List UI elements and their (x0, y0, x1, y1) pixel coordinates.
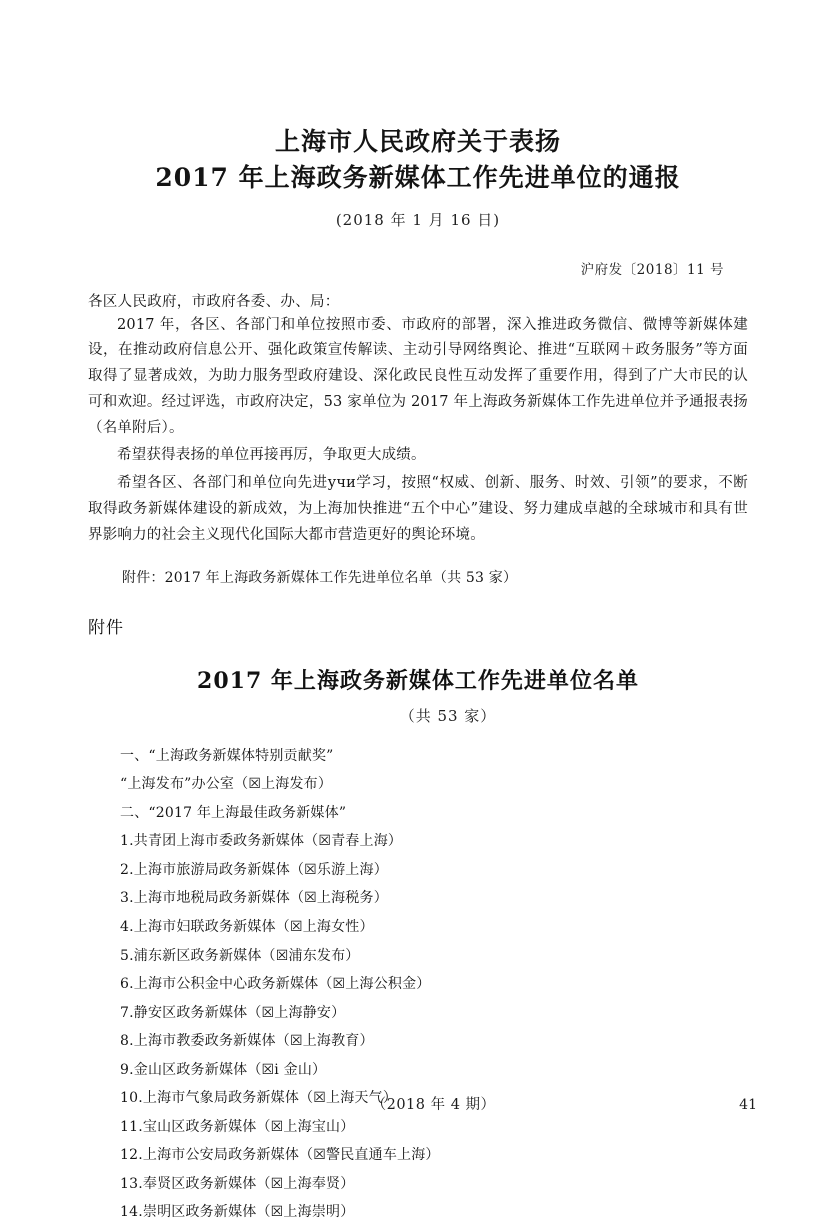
page-footer (88, 1093, 757, 1114)
list-item: 6.上海市公积金中心政务新媒体（☒上海公积金） (120, 976, 431, 993)
list-item: 一、“上海政务新媒体特别贡献奖” (120, 747, 334, 764)
list-item: 11.宝山区政务新媒体（☒上海宝山） (120, 1118, 355, 1135)
body-paragraph: 希望获得表扬的单位再接再厉，争取更大成绩。 (117, 447, 426, 464)
footer-page-number: 41 (739, 1097, 757, 1113)
attachment-label: 附件 (88, 617, 124, 638)
body-paragraph: 希望各区、各部门和单位向先进учи学习，按照“权威、创新、服务、时效、引领”的要求，不断取得政务新媒体建设的新成效，为上海加快推进“五个中心”建设、努力建成卓越的全球城市和具有世界影响力的社会主义现代化国际大都市营造更好的舆论环境。 (88, 475, 748, 543)
list-item: “上海发布”办公室（☒上海发布） (120, 776, 333, 793)
award-list (88, 742, 748, 1227)
list-item: 13.奉贤区政务新媒体（☒上海奉贤） (120, 1175, 355, 1192)
list-item: 5.浦东新区政务新媒体（☒浦东发布） (120, 947, 360, 964)
document-date: (2018 年 1 月 16 日) (335, 210, 501, 229)
footer-issue: （2018 年 4 期） (371, 1097, 496, 1113)
list-item: 4.上海市妇联政务新媒体（☒上海女性） (120, 918, 374, 935)
list-item: 二、“2017 年上海最佳政务新媒体” (120, 804, 347, 821)
title-line-2: 2017 年上海政务新媒体工作先进单位的通报 (155, 163, 681, 193)
list-item: 10.上海市气象局政务新媒体（☒上海天气） (120, 1090, 398, 1107)
title-line-1: 上海市人民政府关于表扬 (274, 127, 561, 156)
list-item: 7.静安区政务新媒体（☒上海静安） (120, 1004, 346, 1021)
document-content (88, 0, 748, 1227)
list-item: 8.上海市教委政务新媒体（☒上海教育） (120, 1033, 374, 1050)
list-item: 14.崇明区政务新媒体（☒上海崇明） (120, 1204, 355, 1221)
document-title (88, 124, 748, 197)
list-title: 2017 年上海政务新媒体工作先进单位名单 (197, 667, 639, 694)
list-item: 2.上海市旅游局政务新媒体（☒乐游上海） (120, 861, 388, 878)
list-count: （共 53 家） (399, 706, 497, 725)
list-item: 3.上海市地税局政务新媒体（☒上海税务） (120, 890, 388, 907)
list-item: 1.共青团上海市委政务新媒体（☒青春上海） (120, 833, 403, 850)
salutation: 各区人民政府，市政府各委、办、局： (88, 293, 340, 310)
document-number: 沪府发〔2018〕11 号 (580, 261, 724, 278)
list-item: 12.上海市公安局政务新媒体（☒警民直通车上海） (120, 1147, 440, 1164)
list-item: 9.金山区政务新媒体（☒i 金山） (120, 1061, 327, 1078)
body-paragraph: 2017 年，各区、各部门和单位按照市委、市政府的部署，深入推进政务微信、微博等新媒体建设，在推动政府信息公开、强化政策宣传解读、主动引导网络舆论、推进“互联网＋政务服务”等方面取得了显著成效，为助力服务型政府建设、深化政民良性互动发挥了重要作用，得到了广大市民的认可和欢迎。经过评选，市政府决定，53 家单位为 2017 年上海政务新媒体工作先进单位并予通报表扬（名单附后）。 (88, 316, 748, 436)
attachment-reference: 附件：2017 年上海政务新媒体工作先进单位名单（共 53 家） (122, 569, 518, 586)
